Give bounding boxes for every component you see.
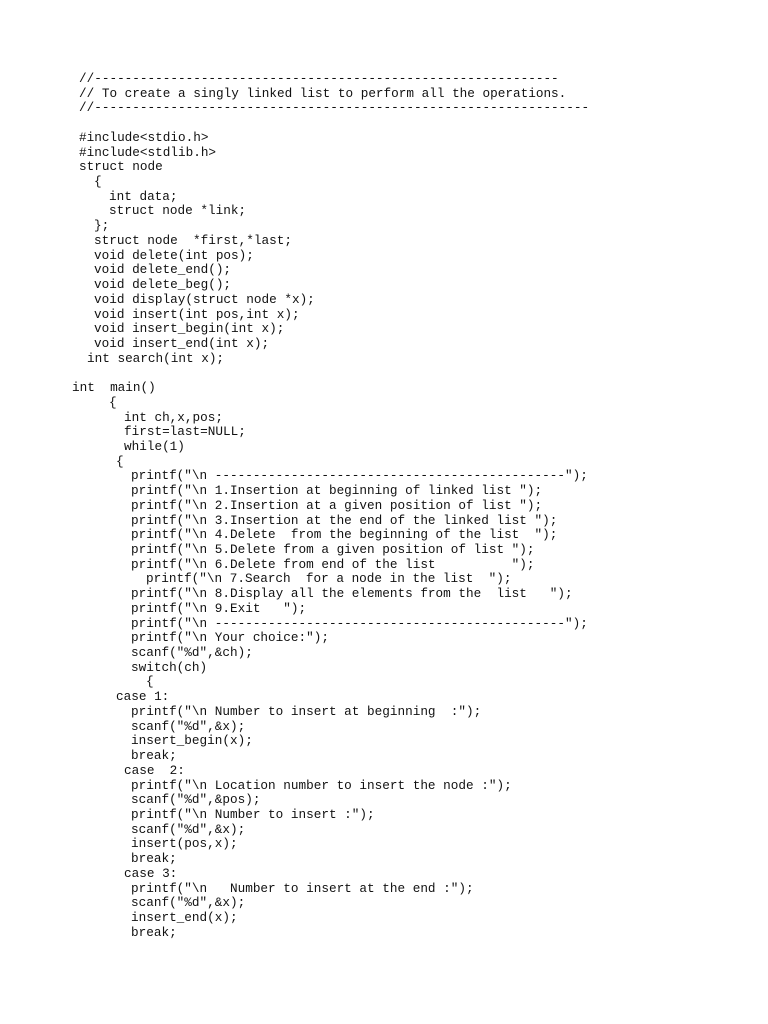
code-line: while(1): [124, 438, 185, 454]
code-line: printf("\n ----------------------------------------------");: [131, 468, 588, 484]
code-line: void insert_end(int x);: [94, 335, 270, 351]
code-line: first=last=NULL;: [124, 424, 246, 440]
code-line: {: [94, 174, 102, 190]
code-document: [0, 72, 768, 940]
code-line: break;: [131, 748, 177, 764]
code-line: printf("\n 1.Insertion at beginning of linked list ");: [131, 483, 543, 499]
code-line: // To create a singly linked list to perform all the operations.: [79, 85, 567, 101]
code-line: insert_begin(x);: [131, 733, 253, 749]
code-line: {: [109, 394, 117, 410]
code-line: int main(): [72, 380, 156, 396]
code-line: void delete_end();: [94, 262, 232, 278]
code-line: insert_end(x);: [131, 909, 238, 925]
code-line: printf("\n Number to insert at the end :");: [131, 880, 474, 896]
code-line: printf("\n ----------------------------------------------");: [131, 615, 588, 631]
code-line: scanf("%d",&x);: [131, 895, 246, 911]
code-line: printf("\n Number to insert :");: [131, 806, 375, 822]
code-line: printf("\n Location number to insert the node :");: [131, 777, 512, 793]
code-line: switch(ch): [131, 659, 208, 675]
code-line: printf("\n Your choice:");: [131, 630, 329, 646]
code-line: //-----------------------------------------------------------------: [79, 100, 590, 116]
code-line: void delete(int pos);: [94, 247, 254, 263]
code-line: {: [116, 453, 124, 469]
code-line: printf("\n 9.Exit ");: [131, 600, 307, 616]
code-line: scanf("%d",&pos);: [131, 792, 261, 808]
code-line: printf("\n 7.Search for a node in the list ");: [146, 571, 512, 587]
code-line: int data;: [109, 188, 178, 204]
code-line: int search(int x);: [87, 350, 225, 366]
code-line: break;: [131, 851, 177, 867]
code-line: void display(struct node *x);: [94, 291, 315, 307]
code-line: struct node: [79, 159, 163, 175]
code-line: int ch,x,pos;: [124, 409, 223, 425]
code-line: printf("\n 5.Delete from a given position of list ");: [131, 542, 535, 557]
code-line: void insert_begin(int x);: [94, 321, 285, 337]
code-line: printf("\n Number to insert at beginning :");: [131, 703, 482, 719]
code-line: scanf("%d",&x);: [131, 821, 246, 837]
code-line: scanf("%d",&x);: [131, 718, 246, 734]
code-line: printf("\n 8.Display all the elements from the list ");: [131, 586, 573, 602]
code-line: printf("\n 2.Insertion at a given position of list ");: [131, 497, 543, 513]
code-line: struct node *first,*last;: [94, 232, 292, 248]
code-line: printf("\n 6.Delete from end of the list ");: [131, 556, 535, 572]
code-line: case 3:: [124, 865, 178, 881]
code-line: [0, 116, 768, 131]
code-line: {: [146, 674, 154, 690]
code-line: printf("\n 3.Insertion at the end of the linked list ");: [131, 512, 558, 528]
code-line: insert(pos,x);: [131, 836, 238, 852]
code-line: struct node *link;: [109, 203, 247, 219]
code-line: scanf("%d",&ch);: [131, 645, 253, 661]
code-line: #include<stdio.h>: [79, 129, 209, 145]
code-line: printf("\n 4.Delete from the beginning of the list ");: [131, 527, 558, 543]
code-line: void delete_beg();: [94, 277, 232, 293]
code-line: void insert(int pos,int x);: [94, 306, 300, 322]
code-line: #include<stdlib.h>: [79, 144, 217, 160]
code-line: //-------------------------------------------------------------: [79, 71, 559, 86]
code-line: case 1:: [116, 689, 170, 705]
code-line: case 2:: [124, 762, 185, 778]
code-line: break;: [131, 924, 177, 940]
code-line: [0, 366, 768, 381]
code-line: };: [94, 218, 110, 234]
